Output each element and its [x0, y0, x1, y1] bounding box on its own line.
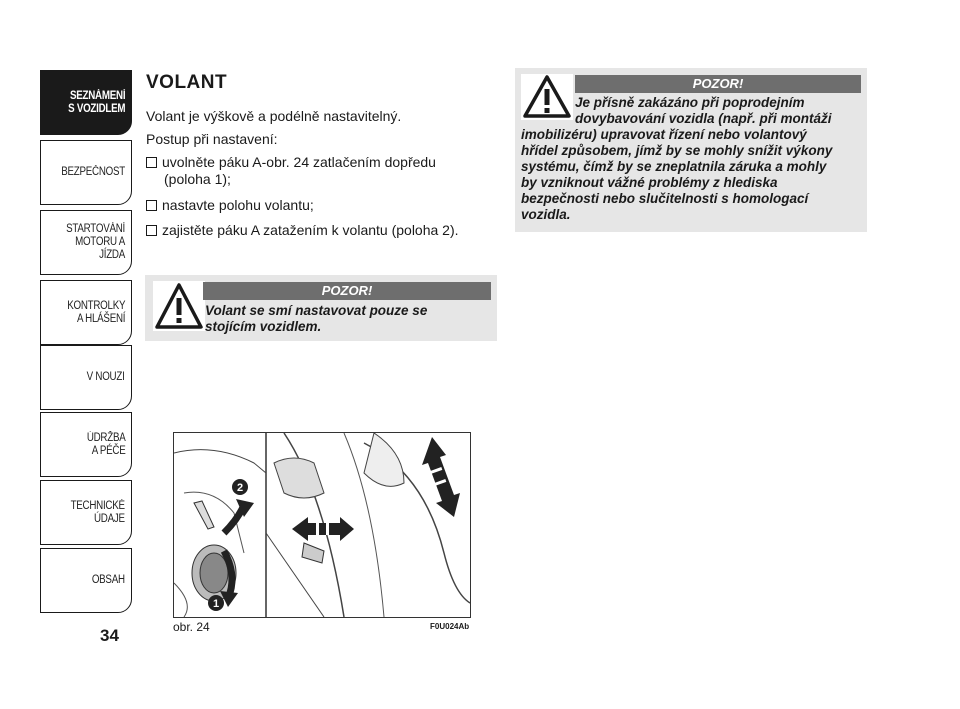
warning-text-line: hřídel způsobem, jímž by se mohly snížit výkony	[521, 143, 833, 158]
list-item: uvolněte páku A-obr. 24 zatlačením dopředu (poloha 1);	[146, 154, 486, 188]
warning-text-line: by vzniknout vážné problémy z hlediska	[521, 175, 778, 190]
marker-1: 1	[212, 598, 220, 610]
warning-header: POZOR!	[575, 75, 861, 93]
marker-2: 2	[236, 482, 244, 494]
page-number: 34	[100, 626, 119, 645]
steering-illustration	[174, 433, 470, 617]
tab-v-nouzi[interactable]	[40, 345, 132, 410]
tab-label: SEZNÁMENÍ S VOZIDLEM	[67, 89, 125, 115]
tab-label: BEZPEČNOST	[61, 166, 125, 178]
tab-technicke[interactable]	[40, 480, 132, 545]
warning-text-line: systému, čímž by se zneplatnila záruka a mohly	[521, 159, 827, 174]
checkbox-bullet-icon	[146, 225, 157, 236]
tab-bezpecnost[interactable]	[40, 140, 132, 205]
warning-text: Volant se smí nastavovat pouze se stojícím vozidlem.	[205, 303, 428, 334]
warning-text-line: Je přísně zakázáno při poprodejním	[575, 95, 805, 110]
intro-text: Volant je výškově a podélně nastavitelný.	[146, 108, 402, 124]
warning-text-line: bezpečnosti nebo slučitelnosti s homologací	[521, 191, 809, 206]
warning-text-line: vozidla.	[521, 207, 571, 222]
tab-label: KONTROLKY A HLÁŠENÍ	[67, 299, 125, 325]
procedure-label: Postup při nastavení:	[146, 131, 278, 147]
warning-text-line: imobilizéru) upravovat řízení nebo volantový	[521, 127, 807, 142]
tab-udrzba[interactable]	[40, 412, 132, 477]
figure-caption: obr. 24	[173, 620, 210, 634]
warning-triangle-icon	[153, 281, 205, 331]
warning-triangle-icon	[521, 74, 573, 120]
list-item: zajistěte páku A zatažením k volantu (poloha 2).	[146, 222, 486, 239]
checkbox-bullet-icon	[146, 200, 157, 211]
warning-text-line: dovybavování vozidla (např. při montáži	[575, 111, 832, 126]
list-item: nastavte polohu volantu;	[146, 197, 486, 214]
checkbox-bullet-icon	[146, 157, 157, 168]
tab-startovani[interactable]	[40, 210, 132, 275]
tab-label: ÚDRŽBA A PÉČE	[86, 431, 125, 457]
warning-box-right	[515, 68, 867, 232]
steering-adjustment-figure	[173, 432, 471, 618]
tab-label: TECHNICKÉ ÚDAJE	[70, 499, 125, 525]
tab-label: OBSAH	[92, 574, 125, 586]
tab-label: STARTOVÁNÍ MOTORU A JÍZDA	[66, 223, 125, 261]
warning-box-left	[145, 275, 497, 341]
tab-label: V NOUZI	[87, 371, 125, 383]
warning-header: POZOR!	[203, 282, 491, 300]
tab-seznameni[interactable]	[40, 70, 132, 135]
figure-code: F0U024Ab	[430, 622, 470, 631]
tab-kontrolky[interactable]	[40, 280, 132, 345]
tab-obsah[interactable]	[40, 548, 132, 613]
section-title: VOLANT	[146, 72, 228, 93]
